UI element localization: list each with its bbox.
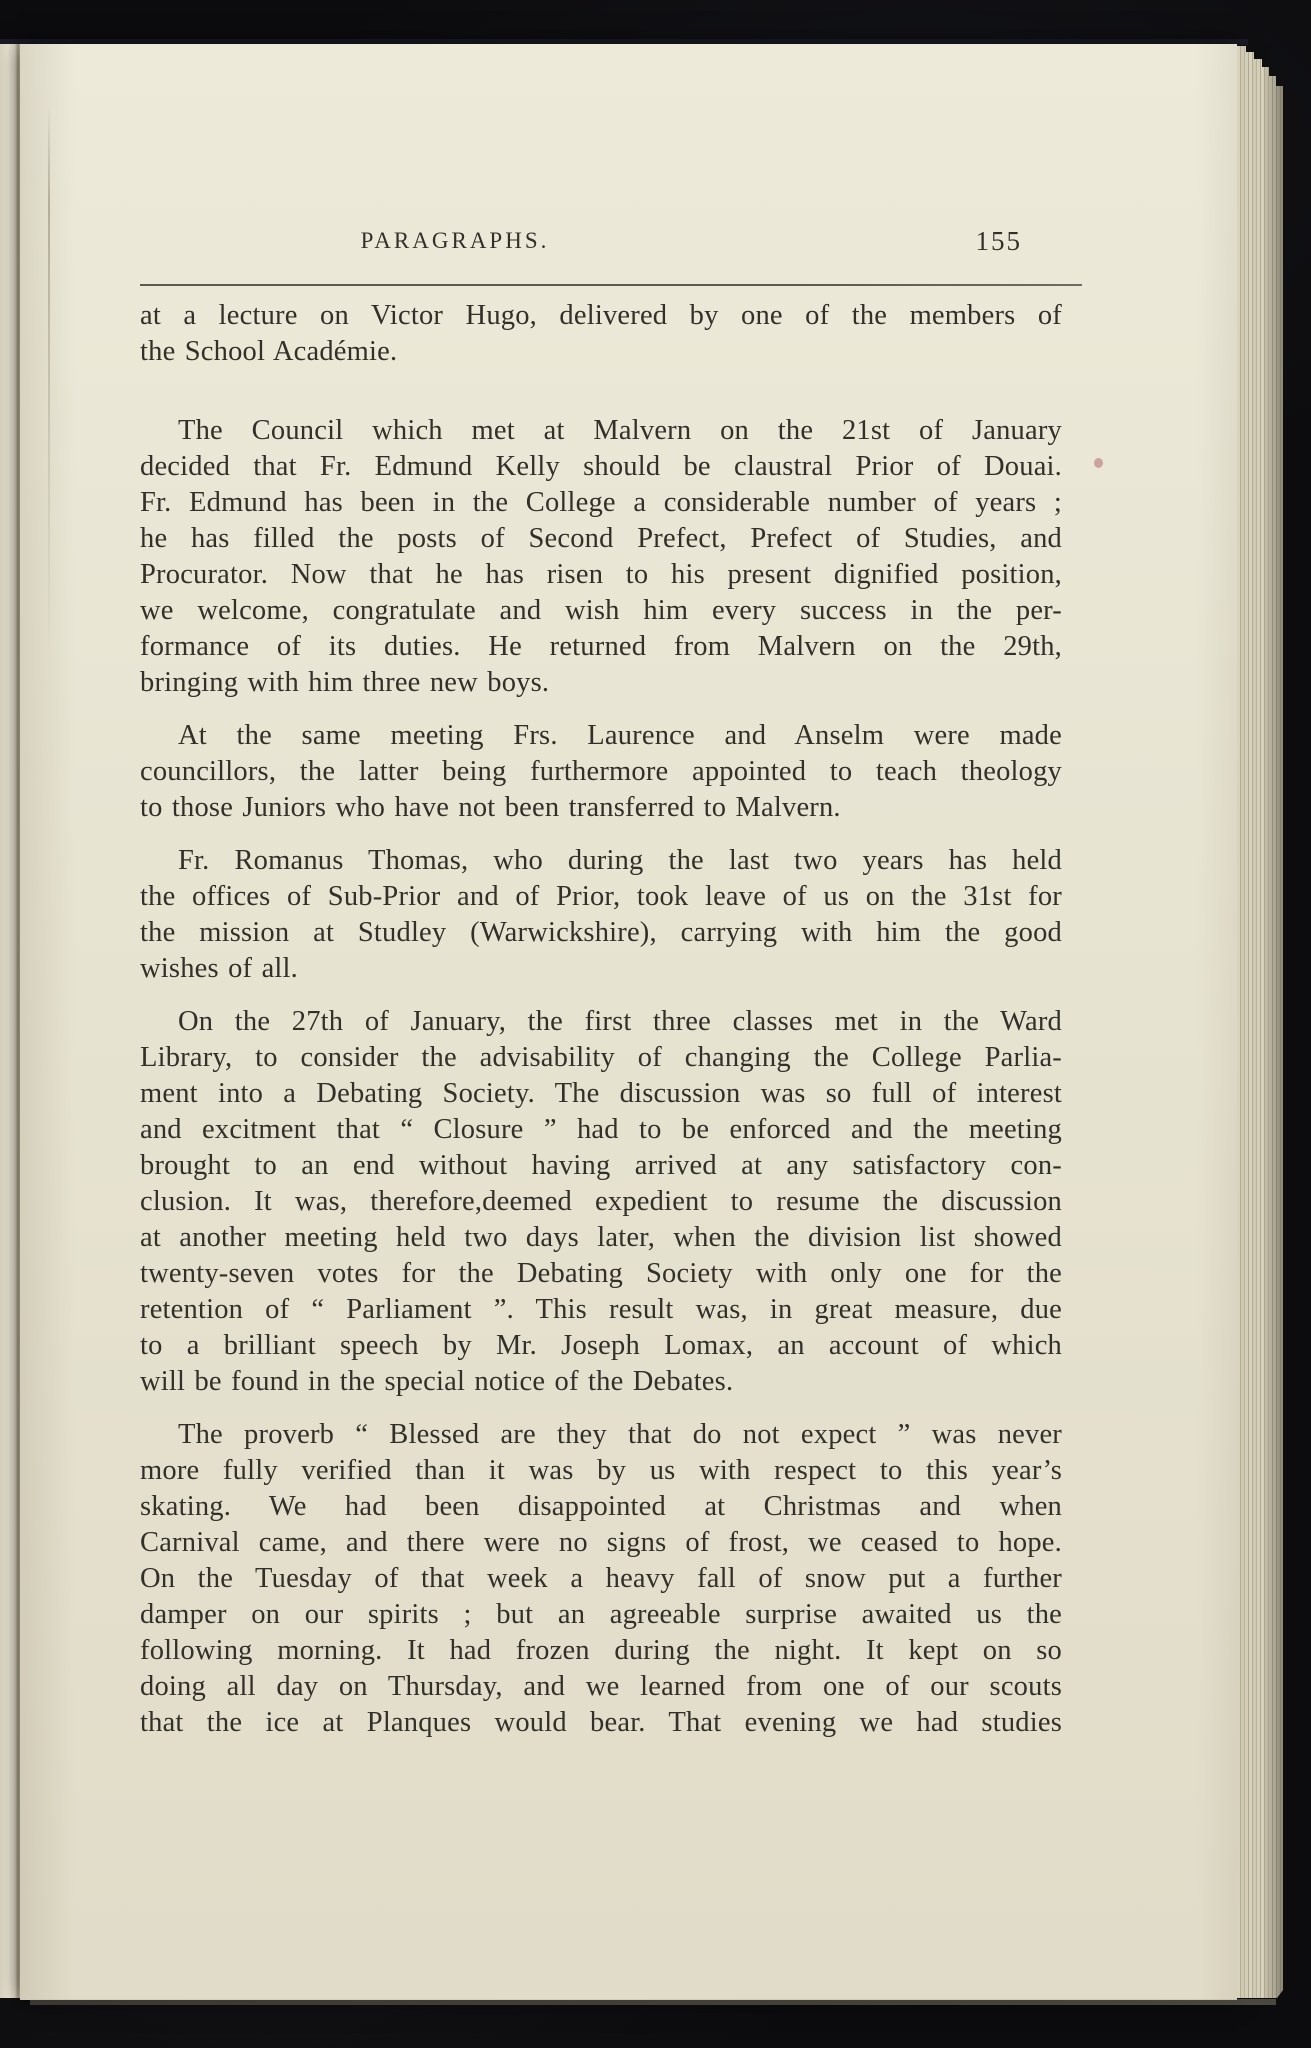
paragraph [140,1004,1062,1400]
text-line: wishes of all. [140,953,298,984]
text-line: following morning. It had frozen during the night. It kept on so [140,1635,1062,1666]
text-line: he has filled the posts of Second Prefect, Prefect of Studies, and [140,523,1062,554]
paragraph [140,298,1062,370]
text-line: the School Académie. [140,336,398,367]
text-line: will be found in the special notice of the Debates. [140,1366,734,1397]
body-text [140,298,1062,1758]
text-line: we welcome, congratulate and wish him every success in the per- [140,595,1062,626]
page-number: 155 [975,226,1022,256]
text-line: decided that Fr. Edmund Kelly should be claustral Prior of Douai. [140,451,1062,482]
text-line: twenty-seven votes for the Debating Society with only one for the [140,1258,1062,1289]
paper-crease [48,104,50,664]
text-line: Fr. Romanus Thomas, who during the last two years has held [178,845,1062,876]
text-line: Procurator. Now that he has risen to his present dignified position, [140,559,1062,590]
paragraph [140,843,1062,987]
text-line: and excitment that “ Closure ” had to be enforced and the meeting [140,1114,1062,1145]
running-header-title: PARAGRAPHS. [360,228,550,253]
text-line: formance of its duties. He returned from Malvern on the 29th, [140,631,1062,662]
fore-edge-pages [1237,46,1283,1998]
bottom-page-stack [30,1999,1276,2005]
text-line: doing all day on Thursday, and we learned from one of our scouts [140,1671,1062,1702]
text-line: skating. We had been disappointed at Christmas and when [140,1491,1062,1522]
pink-speck [1094,458,1103,468]
text-line: ment into a Debating Society. The discussion was so full of interest [140,1078,1062,1109]
text-line: to those Juniors who have not been transferred to Malvern. [140,792,841,823]
text-line: clusion. It was, therefore,deemed expedient to resume the discussion [140,1186,1062,1217]
text-line: bringing with him three new boys. [140,667,550,698]
text-line: brought to an end without having arrived at any satisfactory con- [140,1150,1062,1181]
text-line: the mission at Studley (Warwickshire), carrying with him the good [140,917,1062,948]
text-line: Library, to consider the advisability of changing the College Parlia- [140,1042,1062,1073]
text-line: to a brilliant speech by Mr. Joseph Lomax, an account of which [140,1330,1062,1361]
text-line: more fully verified than it was by us with respect to this year’s [140,1455,1062,1486]
text-line: the offices of Sub-Prior and of Prior, took leave of us on the 31st for [140,881,1062,912]
text-line: retention of “ Parliament ”. This result was, in great measure, due [140,1294,1062,1325]
text-line: that the ice at Planques would bear. That evening we had studies [140,1707,1062,1738]
book-page [20,44,1237,2000]
text-line: at another meeting held two days later, when the division list showed [140,1222,1062,1253]
left-page-gutter [0,44,20,1998]
text-line: The Council which met at Malvern on the 21st of January [178,415,1062,446]
paragraph [140,718,1062,826]
text-line: On the 27th of January, the first three classes met in the Ward [178,1006,1062,1037]
header-rule [140,284,1082,286]
text-line: On the Tuesday of that week a heavy fall of snow put a further [140,1563,1062,1594]
text-line: councillors, the latter being furthermore appointed to teach theology [140,756,1062,787]
text-line: At the same meeting Frs. Laurence and Anselm were made [178,720,1062,751]
text-line: at a lecture on Victor Hugo, delivered by one of the members of [140,300,1062,331]
text-line: Fr. Edmund has been in the College a considerable number of years ; [140,487,1062,518]
paragraph [140,413,1062,701]
text-line: damper on our spirits ; but an agreeable surprise awaited us the [140,1599,1062,1630]
paragraph [140,1417,1062,1741]
text-line: The proverb “ Blessed are they that do not expect ” was never [178,1419,1062,1450]
text-line: Carnival came, and there were no signs of frost, we ceased to hope. [140,1527,1062,1558]
